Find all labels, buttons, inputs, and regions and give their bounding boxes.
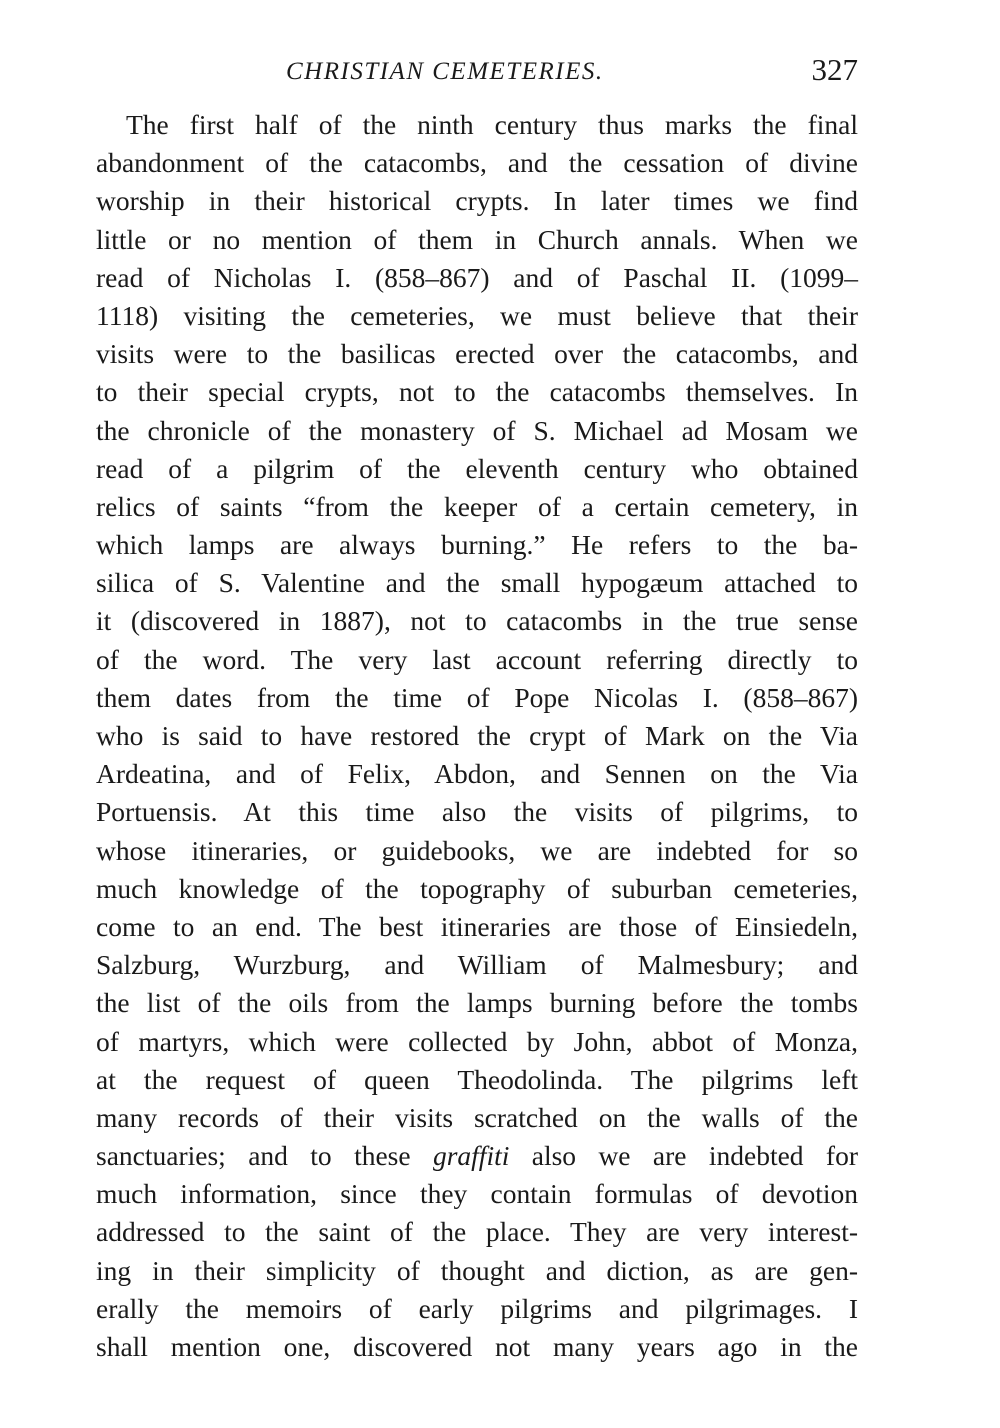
text-line: it (discovered in 1887), not to catacombs in the true sense — [96, 605, 858, 637]
text-line: Portuensis. At this time also the visits of pilgrims, to — [96, 796, 858, 828]
text-line: Salzburg, Wurzburg, and William of Malmesbury; and — [96, 949, 858, 981]
text-line: come to an end. The best itineraries are those of Einsiedeln, — [96, 910, 858, 942]
text-line: the chronicle of the monastery of S. Michael ad Mosam we — [96, 414, 858, 446]
line-segment: also we are indebted for — [509, 1140, 859, 1172]
text-line: little or no mention of them in Church annals. When we — [96, 223, 858, 255]
text-line: abandonment of the catacombs, and the cessation of divine — [96, 147, 858, 179]
text-line: whose itineraries, or guidebooks, we are indebted for so — [96, 834, 858, 866]
text-line: much information, since they contain formulas of devotion — [96, 1178, 858, 1210]
text-line: erally the memoirs of early pilgrims and pilgrimages. I — [96, 1292, 858, 1324]
text-line: them dates from the time of Pope Nicolas I. (858–867) — [96, 681, 858, 713]
text-line-with-italic — [96, 1137, 858, 1175]
text-line: shall mention one, discovered not many years ago in the — [96, 1331, 858, 1362]
text-line: relics of saints “from the keeper of a certain cemetery, in — [96, 490, 858, 522]
text-line: to their special crypts, not to the catacombs themselves. In — [96, 376, 858, 408]
text-line: visits were to the basilicas erected over the catacombs, and — [96, 338, 858, 370]
text-line: much knowledge of the topography of suburban cemeteries, — [96, 872, 858, 904]
line-segment: sanctuaries; and to these — [96, 1140, 433, 1172]
italic-word-graffiti: graffiti — [432, 1140, 510, 1172]
text-line: Ardeatina, and of Felix, Abdon, and Sennen on the Via — [96, 758, 858, 790]
text-line: silica of S. Valentine and the small hypogæum attached to — [96, 567, 858, 599]
text-line: the list of the oils from the lamps burning before the tombs — [96, 987, 858, 1019]
text-line: addressed to the saint of the place. They are very interest- — [96, 1216, 858, 1248]
text-line: many records of their visits scratched on the walls of the — [96, 1101, 858, 1133]
body-paragraph — [96, 106, 858, 1366]
text-line: The first half of the ninth century thus marks the final — [126, 109, 858, 140]
text-line: which lamps are always burning.” He refers to the ba- — [96, 529, 858, 561]
text-line: of the word. The very last account referring directly to — [96, 643, 858, 675]
text-line: who is said to have restored the crypt of Mark on the Via — [96, 720, 858, 751]
text-line: worship in their historical crypts. In later times we find — [96, 185, 858, 217]
text-line: of martyrs, which were collected by John, abbot of Monza, — [96, 1025, 858, 1057]
text-line: ing in their simplicity of thought and diction, as are gen- — [96, 1254, 858, 1286]
text-line: at the request of queen Theodolinda. The pilgrims left — [96, 1063, 858, 1095]
text-line: 1118) visiting the cemeteries, we must believe that their — [96, 299, 858, 331]
page-number: 327 — [811, 52, 858, 87]
text-line: read of Nicholas I. (858–867) and of Paschal II. (1099– — [96, 261, 858, 293]
text-line: read of a pilgrim of the eleventh century who obtained — [96, 452, 858, 484]
running-head — [96, 52, 858, 92]
running-title: CHRISTIAN CEMETERIES. — [286, 58, 604, 85]
